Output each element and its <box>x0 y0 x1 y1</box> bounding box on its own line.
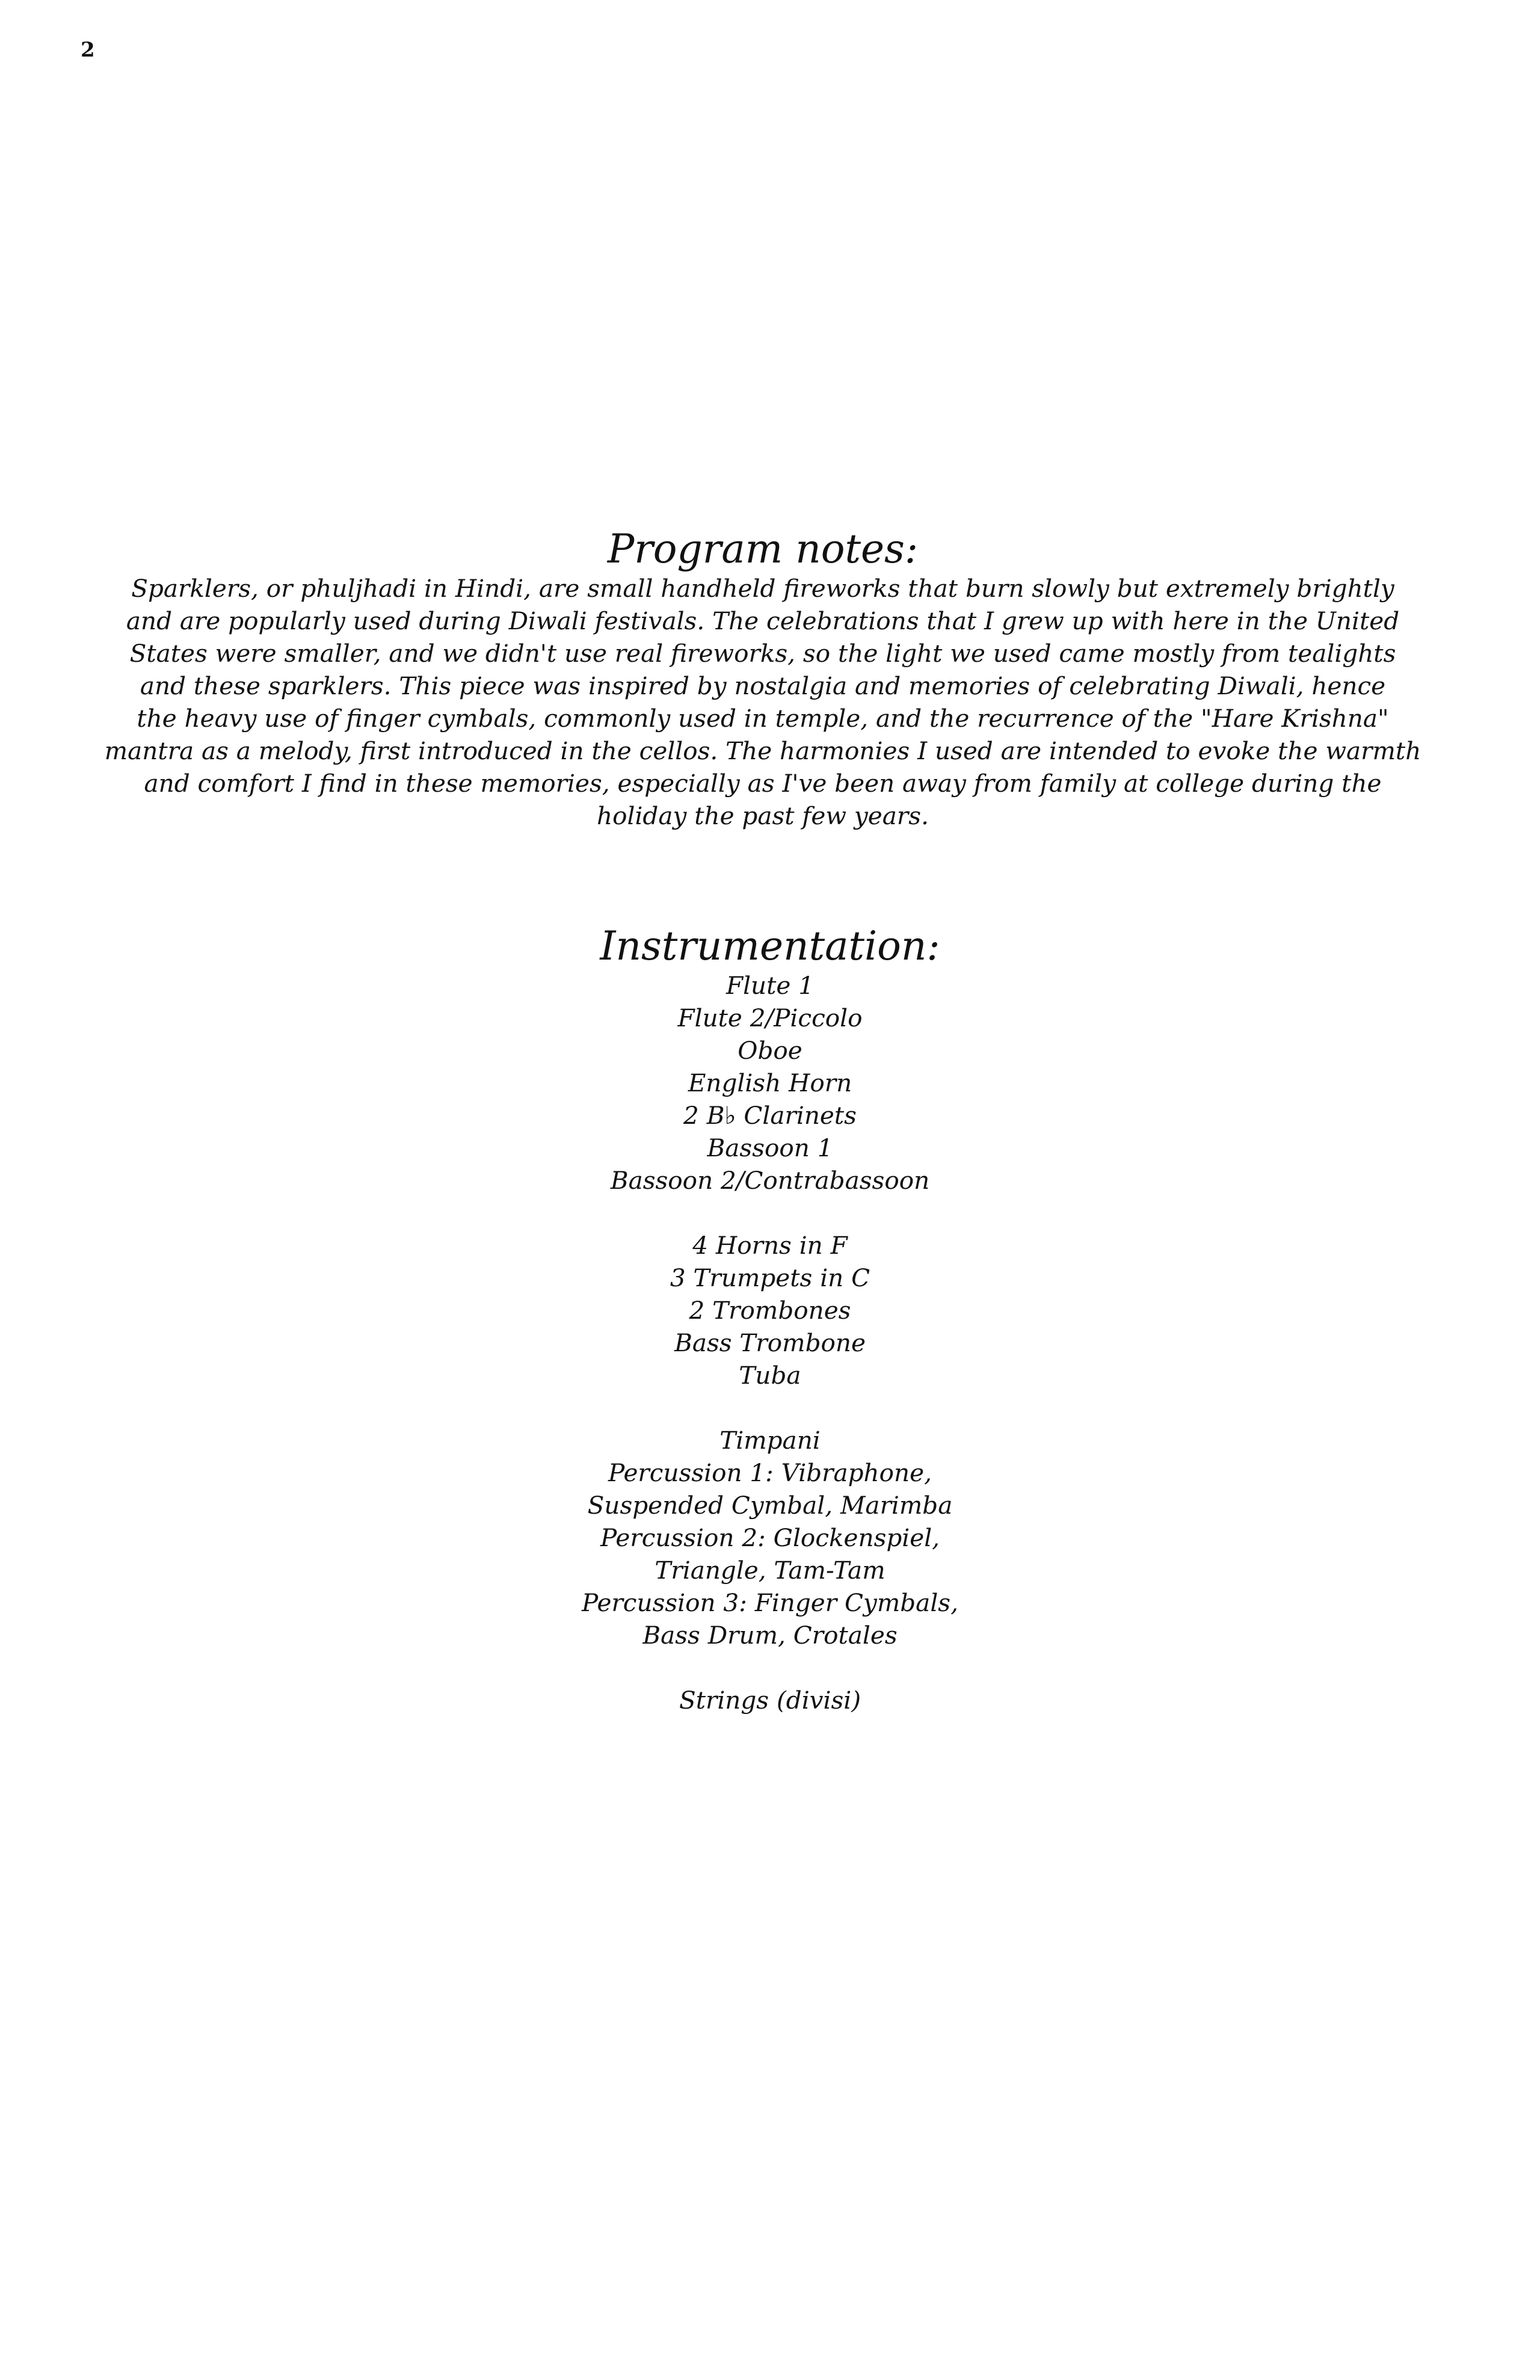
instrument-woodwind: Bassoon 2/Contrabassoon <box>610 1166 930 1195</box>
instrumentation-section <box>409 923 1131 1716</box>
program-notes-line: and these sparklers. This piece was inspired by nostalgia and memories of celebrating Diwali, hence <box>140 671 1386 700</box>
program-notes-line: mantra as a melody, first introduced in the cellos. The harmonies I used are intended to evoke the warmth <box>104 736 1421 765</box>
instrument-list <box>409 969 1131 1716</box>
program-notes-heading: Program notes: <box>607 526 919 572</box>
instrumentation-heading: Instrumentation: <box>600 923 940 969</box>
instrument-brass: Bass Trombone <box>674 1328 866 1357</box>
instrument-woodwind: English Horn <box>688 1068 852 1097</box>
program-notes-line: States were smaller, and we didn't use real fireworks, so the light we used came mostly from tealights <box>129 639 1396 668</box>
instrument-percussion: Percussion 2: Glockenspiel, <box>600 1523 940 1552</box>
program-notes-line: and comfort I find in these memories, especially as I've been away from family at college during the <box>144 769 1382 798</box>
instrument-percussion: Triangle, Tam-Tam <box>654 1556 886 1585</box>
instrument-woodwind: Flute 2/Piccolo <box>677 1003 863 1032</box>
program-notes-line: Sparklers, or phuljhadi in Hindi, are small handheld fireworks that burn slowly but extremely brightly <box>131 574 1394 603</box>
instrument-percussion: Bass Drum, Crotales <box>642 1621 898 1650</box>
instrument-woodwind: Bassoon 1 <box>707 1133 833 1162</box>
instrument-percussion: Suspended Cymbal, Marimba <box>587 1491 953 1520</box>
page-number: 2 <box>81 38 95 62</box>
program-notes-body <box>101 572 1424 832</box>
instrument-brass: 3 Trumpets in C <box>670 1263 870 1292</box>
instrument-percussion: Percussion 3: Finger Cymbals, <box>582 1588 958 1617</box>
instrument-woodwind: 2 B♭ Clarinets <box>683 1101 857 1130</box>
instrument-brass: 2 Trombones <box>689 1296 851 1325</box>
group-spacer <box>409 1651 1131 1684</box>
instrument-brass: Tuba <box>739 1361 801 1390</box>
group-spacer <box>409 1392 1131 1424</box>
instrument-percussion: Timpani <box>719 1426 821 1455</box>
program-notes-line: holiday the past few years. <box>597 801 929 830</box>
program-notes-line: and are popularly used during Diwali festivals. The celebrations that I grew up with here in the United <box>126 606 1400 635</box>
instrument-woodwind: Flute 1 <box>725 971 815 1000</box>
instrument-brass: 4 Horns in F <box>692 1231 848 1260</box>
instrument-strings: Strings (divisi) <box>679 1686 861 1715</box>
program-notes-section <box>90 526 1435 832</box>
program-notes-line: the heavy use of finger cymbals, commonly used in temple, and the recurrence of the "Hare Krishna" <box>137 704 1389 733</box>
group-spacer <box>409 1197 1131 1229</box>
instrument-percussion: Percussion 1: Vibraphone, <box>608 1458 932 1487</box>
instrument-woodwind: Oboe <box>738 1036 802 1065</box>
